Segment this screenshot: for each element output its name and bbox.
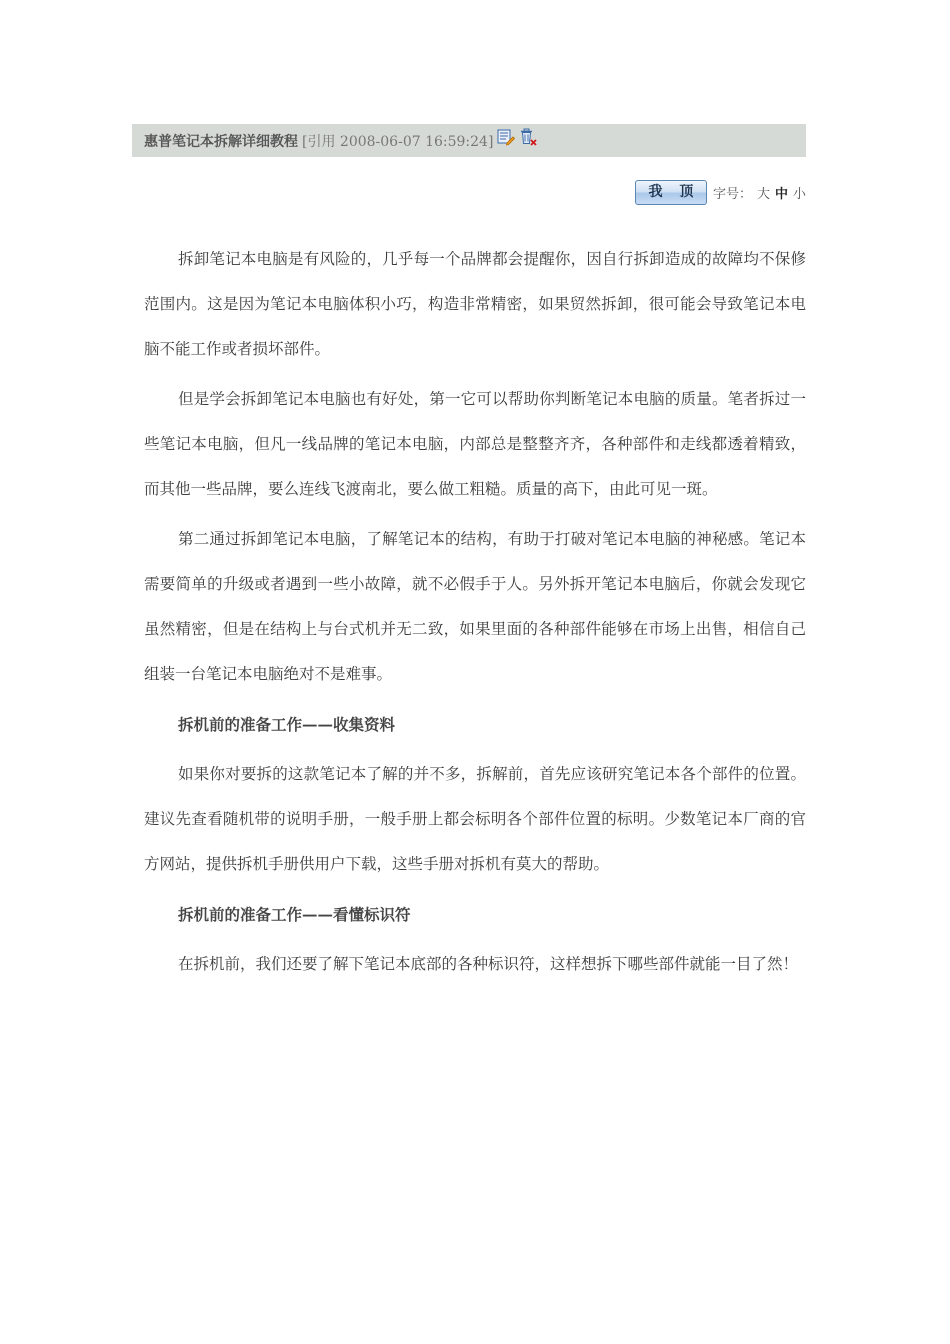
article-paragraph: 但是学会拆卸笔记本电脑也有好处，第一它可以帮助你判断笔记本电脑的质量。笔者拆过一些笔记本电脑，但凡一线品牌的笔记本电脑，内部总是整整齐齐，各种部件和走线都透着精致，而其他一些品牌，要么连线飞渡南北，要么做工粗糙。质量的高下，由此可见一斑。 — [144, 390, 806, 498]
upvote-button[interactable]: 我 顶 — [635, 180, 707, 205]
article-paragraph: 如果你对要拆的这款笔记本了解的并不多，拆解前，首先应该研究笔记本各个部件的位置。建议先查看随机带的说明手册，一般手册上都会标明各个部件位置的标明。少数笔记本厂商的官方网站，提供拆机手册供用户下载，这些手册对拆机有莫大的帮助。 — [144, 765, 806, 873]
font-size-medium-option[interactable]: 中 — [774, 186, 788, 202]
article-paragraph: 第二通过拆卸笔记本电脑，了解笔记本的结构，有助于打破对笔记本电脑的神秘感。笔记本需要简单的升级或者遇到一些小故障，就不必假手于人。另外拆开笔记本电脑后，你就会发现它虽然精密，但是在结构上与台式机并无二致，如果里面的各种部件能够在市场上出售，相信自己组装一台笔记本电脑绝对不是难事。 — [144, 530, 806, 683]
article-toolbar — [132, 178, 806, 206]
font-size-label: 字号： — [712, 186, 752, 202]
edit-icon[interactable] — [497, 128, 515, 146]
article-title: 惠普笔记本拆解详细教程 — [144, 133, 298, 150]
section-heading: 拆机前的准备工作——收集资料 — [178, 715, 396, 734]
section-heading: 拆机前的准备工作——看懂标识符 — [178, 905, 411, 924]
article-meta: [引用 2008-06-07 16:59:24] — [302, 133, 494, 150]
article-body — [144, 237, 806, 992]
delete-icon[interactable] — [519, 128, 537, 146]
article-header-bar — [132, 124, 806, 157]
font-size-large-option[interactable]: 大 — [756, 186, 770, 202]
article-paragraph: 拆卸笔记本电脑是有风险的，几乎每一个品牌都会提醒你，因自行拆卸造成的故障均不保修范围内。这是因为笔记本电脑体积小巧，构造非常精密，如果贸然拆卸，很可能会导致笔记本电脑不能工作或者损坏部件。 — [144, 250, 806, 358]
article-paragraph: 在拆机前，我们还要了解下笔记本底部的各种标识符，这样想拆下哪些部件就能一目了然！ — [178, 955, 799, 973]
font-size-small-option[interactable]: 小 — [792, 186, 806, 202]
